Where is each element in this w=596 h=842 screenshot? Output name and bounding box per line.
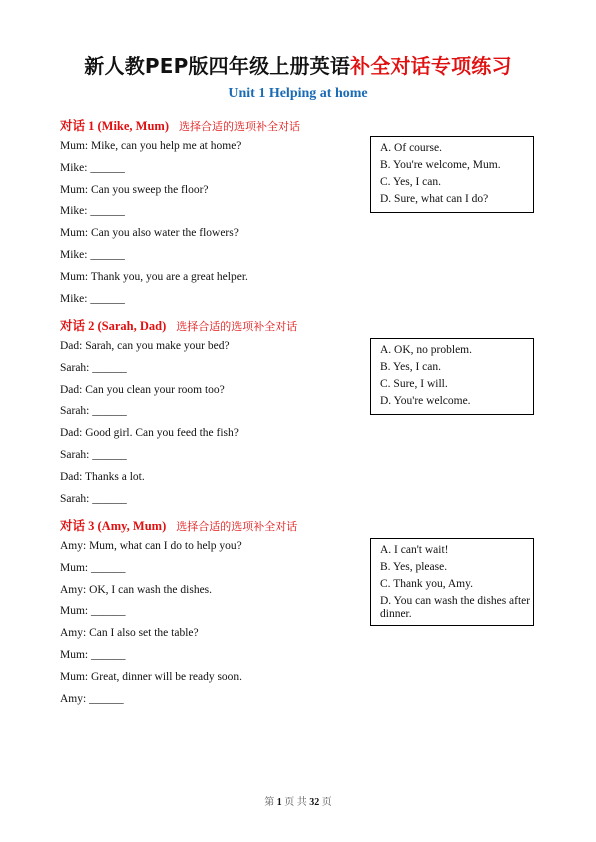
- options-box: [370, 338, 534, 415]
- section-instruction: 选择合适的选项补全对话: [176, 520, 298, 533]
- footer-suffix: 页: [321, 797, 332, 808]
- dialogue-line: Sarah: ______: [60, 405, 127, 418]
- footer-total-pages: 32: [309, 797, 320, 808]
- option-item: C. Sure, I will.: [380, 378, 448, 390]
- option-item: A. I can't wait!: [380, 544, 449, 556]
- option-item: D. You're welcome.: [380, 395, 471, 407]
- dialogue-line: Mum: ______: [60, 648, 126, 661]
- option-item: B. Yes, please.: [380, 561, 448, 573]
- dialogue-line: Mum: Thank you, you are a great helper.: [60, 270, 248, 283]
- section-instruction: 选择合适的选项补全对话: [179, 120, 301, 133]
- dialogue-line: Mike: ______: [60, 161, 125, 174]
- dialogue-section-3: [60, 516, 540, 710]
- options-box: [370, 136, 534, 213]
- dialogue-line: Sarah: ______: [60, 492, 127, 505]
- dialogue-line: Mum: Mike, can you help me at home?: [60, 140, 242, 152]
- dialogue-line: Mike: ______: [60, 292, 125, 305]
- footer-page-number: 1: [276, 797, 282, 808]
- section-heading: [60, 516, 540, 536]
- option-item: C. Thank you, Amy.: [380, 578, 473, 590]
- footer-prefix: 第: [264, 797, 275, 808]
- dialogue-line: Sarah: ______: [60, 448, 127, 461]
- section-title: 对话 3 (Amy, Mum): [60, 519, 167, 533]
- dialogue-line: Dad: Sarah, can you make your bed?: [60, 340, 230, 352]
- section-instruction: 选择合适的选项补全对话: [176, 320, 298, 333]
- option-item: B. Yes, I can.: [380, 361, 442, 373]
- section-heading: [60, 316, 540, 336]
- dialogue-line: Dad: Thanks a lot.: [60, 470, 145, 483]
- dialogue-line: Sarah: ______: [60, 361, 127, 374]
- option-item: A. Of course.: [380, 142, 442, 154]
- dialogue-line: Mum: Great, dinner will be ready soon.: [60, 670, 243, 683]
- dialogue-line: Mum: ______: [60, 605, 126, 618]
- option-item: C. Yes, I can.: [380, 176, 442, 188]
- section-heading: [60, 116, 540, 136]
- dialogue-line: Amy: ______: [60, 692, 124, 705]
- dialogue-line: Amy: Mum, what can I do to help you?: [60, 540, 242, 552]
- option-item: D. You can wash the dishes after dinner.: [380, 595, 531, 620]
- section-title: 对话 2 (Sarah, Dad): [60, 319, 167, 333]
- page-footer: [0, 793, 596, 808]
- dialogue-line: Mum: Can you sweep the floor?: [60, 183, 209, 196]
- dialogue-line: Mike: ______: [60, 248, 125, 261]
- unit-heading: Unit 1 Helping at home: [228, 86, 368, 101]
- option-item: B. You're welcome, Mum.: [380, 159, 501, 171]
- title-main: 新人教PEP版四年级上册英语: [84, 54, 351, 78]
- dialogue-section-1: [60, 116, 540, 310]
- dialogue-section-2: [60, 316, 540, 510]
- title-highlight: 补全对话专项练习: [350, 54, 512, 78]
- dialogue-line: Dad: Good girl. Can you feed the fish?: [60, 427, 239, 440]
- option-item: A. OK, no problem.: [380, 344, 472, 356]
- footer-middle: 页 共: [284, 797, 307, 808]
- dialogue-line: Dad: Can you clean your room too?: [60, 383, 225, 396]
- option-item: D. Sure, what can I do?: [380, 193, 489, 205]
- options-box: [370, 538, 534, 626]
- dialogue-line: Mike: ______: [60, 205, 125, 218]
- dialogue-line: Mum: ______: [60, 561, 126, 574]
- page-title: [0, 50, 596, 79]
- dialogue-line: Amy: Can I also set the table?: [60, 627, 199, 640]
- dialogue-line: Amy: OK, I can wash the dishes.: [60, 583, 213, 596]
- section-title: 对话 1 (Mike, Mum): [60, 119, 170, 133]
- dialogue-line: Mum: Can you also water the flowers?: [60, 227, 239, 240]
